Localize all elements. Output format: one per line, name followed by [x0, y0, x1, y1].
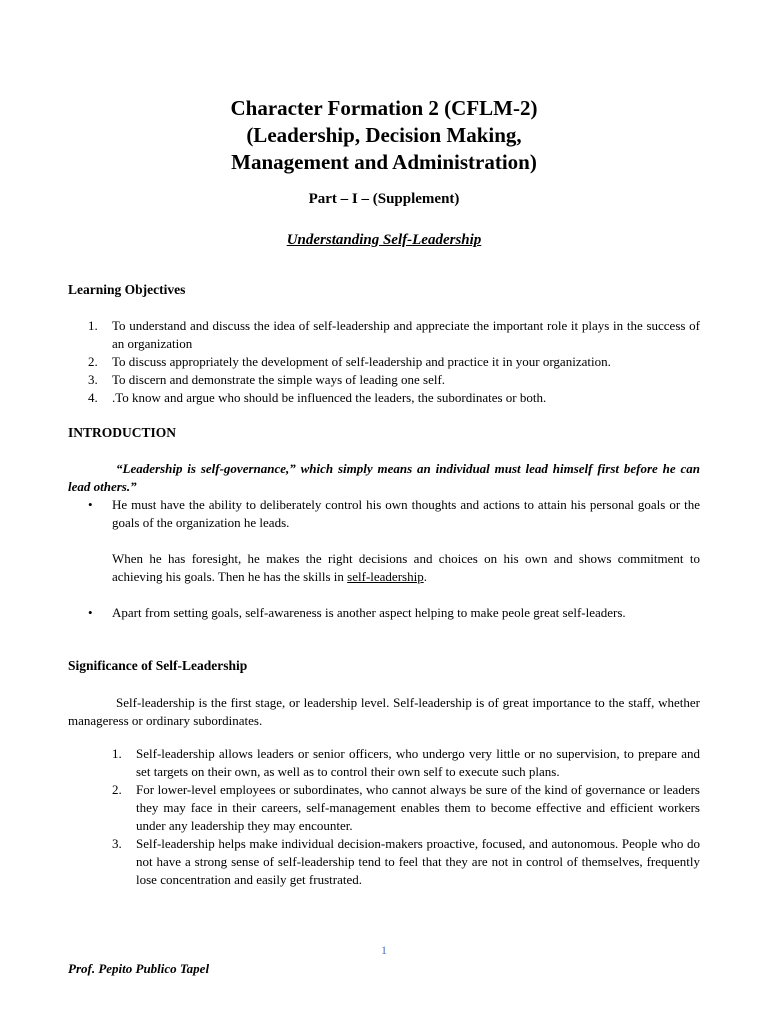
- item-text: Self-leadership helps make individual decision-makers proactive, focused, and autonomous. People who do not have a strong sense of self-leadership tend to feel that they are not in control of themselves, frequently lose concentration and easily get frustrated.: [136, 836, 700, 887]
- part-heading: Part – I – (Supplement): [308, 191, 460, 207]
- item-number: 1.: [88, 318, 98, 333]
- paragraph-text: When he has foresight, he makes the right decisions and choices on his own and shows commitment to achieving his goals. Then he has the skills in: [112, 551, 700, 584]
- list-item: [112, 745, 700, 781]
- paragraph-end: .: [423, 569, 427, 584]
- item-text: For lower-level employees or subordinates, who cannot always be sure of the kind of governance or leaders they may face in their careers, self-management enables them to become effective and efficient workers under any leadership they may encounter.: [136, 782, 700, 833]
- item-text: .To know and argue who should be influenced the leaders, the subordinates or both.: [112, 390, 547, 405]
- item-number: 1.: [112, 746, 122, 761]
- item-text: To discern and demonstrate the simple ways of leading one self.: [112, 372, 446, 387]
- title-line-1: Character Formation 2 (CFLM-2): [230, 96, 538, 120]
- significance-list: [112, 745, 700, 889]
- bullet-paragraph-2: Apart from setting goals, self-awareness is another aspect helping to make peole great self-leaders.: [112, 605, 626, 620]
- subtitle: Understanding Self-Leadership: [286, 232, 482, 248]
- bullet-paragraph-1: He must have the ability to deliberately control his own thoughts and actions to attain his personal goals or the goals of the organization he leads.: [112, 497, 700, 530]
- leadership-quote: “Leadership is self-governance,” which simply means an individual must lead himself first before he can lead others.”: [68, 461, 700, 494]
- learning-objectives-heading: Learning Objectives: [68, 282, 186, 297]
- list-item: [88, 353, 700, 371]
- significance-intro: Self-leadership is the first stage, or leadership level. Self-leadership is of great importance to the staff, whether manageress or ordinary subordinates.: [68, 695, 700, 728]
- title-line-3: Management and Administration): [231, 150, 537, 174]
- introduction-heading: INTRODUCTION: [68, 425, 177, 440]
- foresight-paragraph: [112, 550, 700, 586]
- objectives-list: [88, 317, 700, 407]
- item-number: 4.: [88, 390, 98, 405]
- bullet-icon: •: [88, 497, 93, 512]
- list-item: [112, 781, 700, 835]
- item-number: 3.: [112, 836, 122, 851]
- title-line-2: (Leadership, Decision Making,: [246, 123, 522, 147]
- bullet-icon: •: [88, 605, 93, 620]
- self-leadership-link[interactable]: self-leadership: [347, 569, 424, 584]
- list-item: [88, 317, 700, 353]
- item-number: 2.: [88, 354, 98, 369]
- footer-author: Prof. Pepito Publico Tapel: [68, 961, 210, 976]
- item-number: 3.: [88, 372, 98, 387]
- list-item: [88, 389, 700, 407]
- document-title: [0, 95, 768, 176]
- significance-heading: Significance of Self-Leadership: [68, 658, 248, 673]
- list-item: [112, 835, 700, 889]
- page-number: 1: [381, 943, 387, 957]
- item-text: Self-leadership allows leaders or senior officers, who undergo very little or no supervision, to prepare and set targets on their own, as well as to control their own self to execute such plans.: [136, 746, 700, 779]
- item-number: 2.: [112, 782, 122, 797]
- list-item: [88, 371, 700, 389]
- item-text: To discuss appropriately the development of self-leadership and practice it in your organization.: [112, 354, 611, 369]
- item-text: To understand and discuss the idea of self-leadership and appreciate the important role it plays in the success of an organization: [112, 318, 700, 351]
